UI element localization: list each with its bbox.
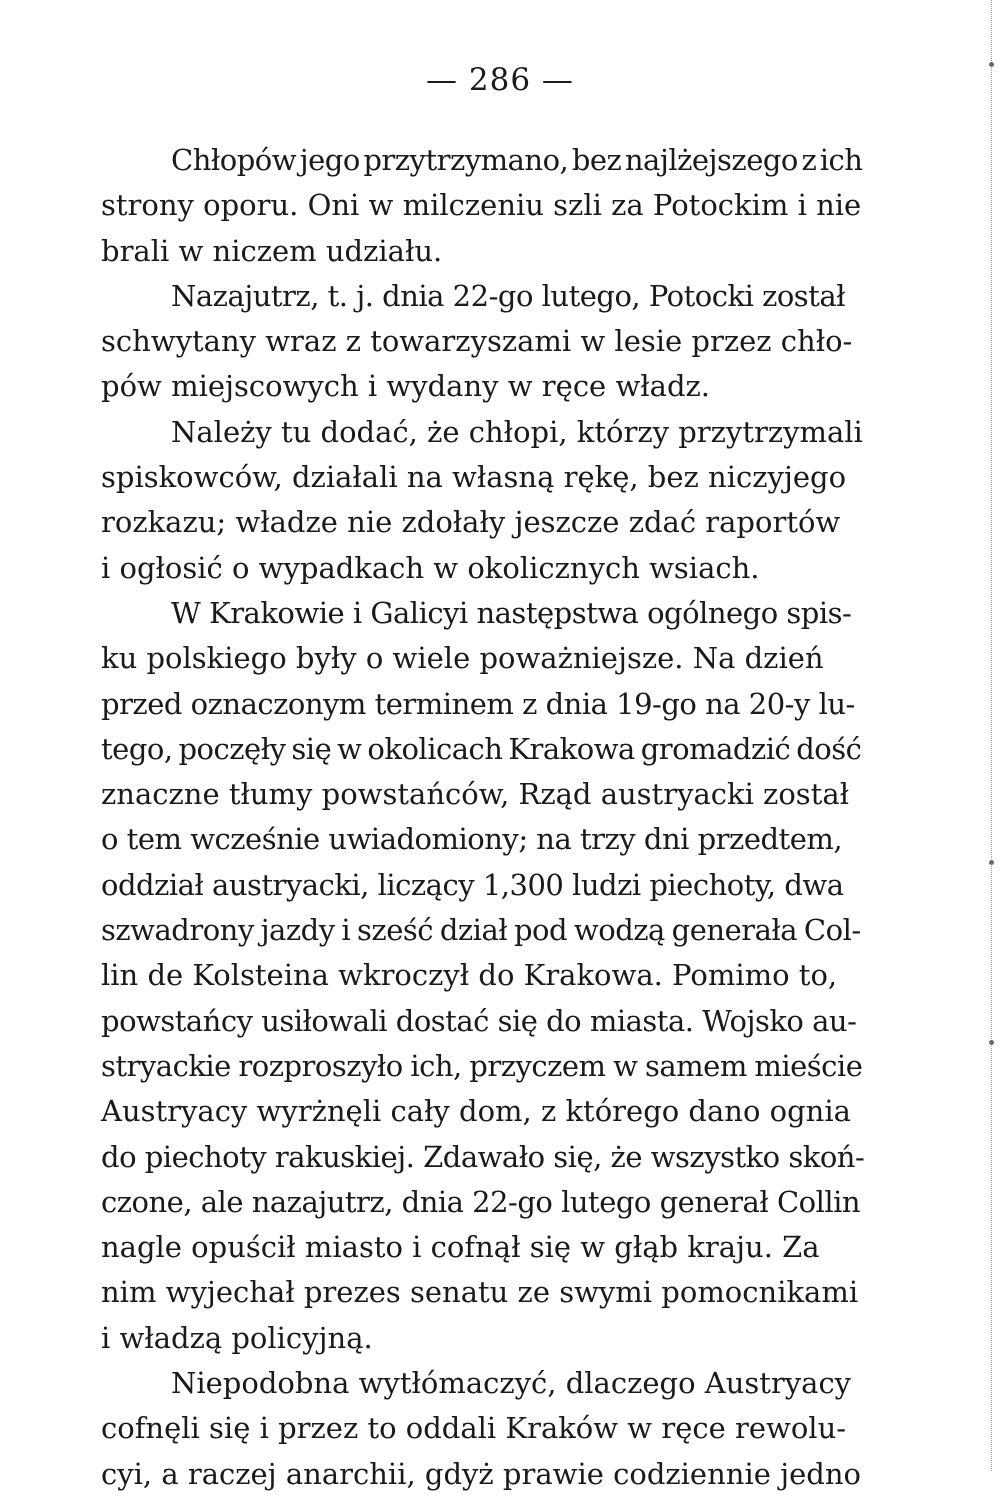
- text-line: do piechoty rakuskiej. Zdawało się, że wszystko skoń-: [101, 1139, 865, 1174]
- paragraph-first-line: Należy tu dodać, że chłopi, którzy przytrzymali: [171, 414, 863, 449]
- text-line: szwadrony jazdy i sześć dział pod wodzą generała Col-: [101, 913, 861, 948]
- page-number: — 286 —: [426, 62, 574, 98]
- text-line: i władzą policyjną.: [101, 1320, 373, 1355]
- text-line: cofnęli się i przez to oddali Kraków w ręce rewolu-: [101, 1411, 847, 1446]
- text-line: oddział austryacki, liczący 1,300 ludzi piechoty, dwa: [101, 867, 844, 902]
- text-line: stryackie rozproszyło ich, przyczem w samem mieście: [101, 1048, 863, 1083]
- text-line: Austryacy wyrżnęli cały dom, z którego dano ognia: [101, 1094, 851, 1129]
- edge-mark: [989, 1040, 994, 1045]
- text-line: rozkazu; władze nie zdołały jeszcze zdać raportów: [101, 505, 841, 540]
- text-line: o tem wcześnie uwiadomiony; na trzy dni przedtem,: [101, 822, 843, 857]
- text-line: pów miejscowych i wydany w ręce władz.: [101, 369, 711, 404]
- text-line: powstańcy usiłowali dostać się do miasta. Wojsko au-: [101, 1003, 857, 1038]
- text-line: tego, poczęły się w okolicach Krakowa gromadzić dość: [101, 731, 862, 766]
- text-line: strony oporu. Oni w milczeniu szli za Potockim i nie: [101, 188, 862, 223]
- edge-mark: [989, 62, 994, 67]
- text-line: i ogłosić o wypadkach w okolicznych wsiach.: [101, 550, 760, 585]
- paragraph-first-line: W Krakowie i Galicyi następstwa ogólnego spis-: [171, 595, 852, 630]
- text-line: lin de Kolsteina wkroczył do Krakowa. Pomimo to,: [101, 958, 838, 993]
- paragraph-first-line: Nazajutrz, t. j. dnia 22-go lutego, Potocki został: [171, 278, 846, 313]
- text-line: czone, ale nazajutrz, dnia 22-go lutego generał Collin: [101, 1184, 861, 1219]
- paragraph-first-line: Niepodobna wytłómaczyć, dlaczego Austryacy: [171, 1366, 852, 1401]
- text-line: znaczne tłumy powstańców, Rząd austryacki został: [101, 777, 850, 812]
- text-line: nagle opuścił miasto i cofnął się w głąb kraju. Za: [101, 1230, 820, 1265]
- text-line: spiskowców, działali na własną rękę, bez niczyjego: [101, 460, 847, 495]
- text-line: ku polskiego były o wiele poważniejsze. Na dzień: [101, 641, 824, 676]
- body-text: [101, 138, 865, 1497]
- text-line: schwytany wraz z towarzyszami w lesie przez chło-: [101, 324, 853, 359]
- page-edge: [985, 0, 992, 1471]
- edge-mark: [989, 860, 994, 865]
- text-line: brali w niczem udziału.: [101, 233, 443, 268]
- text-line: cyi, a raczej anarchii, gdyż prawie codziennie jedno: [101, 1456, 861, 1491]
- paragraph-first-line: Chłopów jego przytrzymano, bez najlżejszego z ich: [171, 143, 863, 177]
- text-line: nim wyjechał prezes senatu ze swymi pomocnikami: [101, 1275, 859, 1310]
- text-line: przed oznaczonym terminem z dnia 19-go na 20-y lu-: [101, 686, 855, 721]
